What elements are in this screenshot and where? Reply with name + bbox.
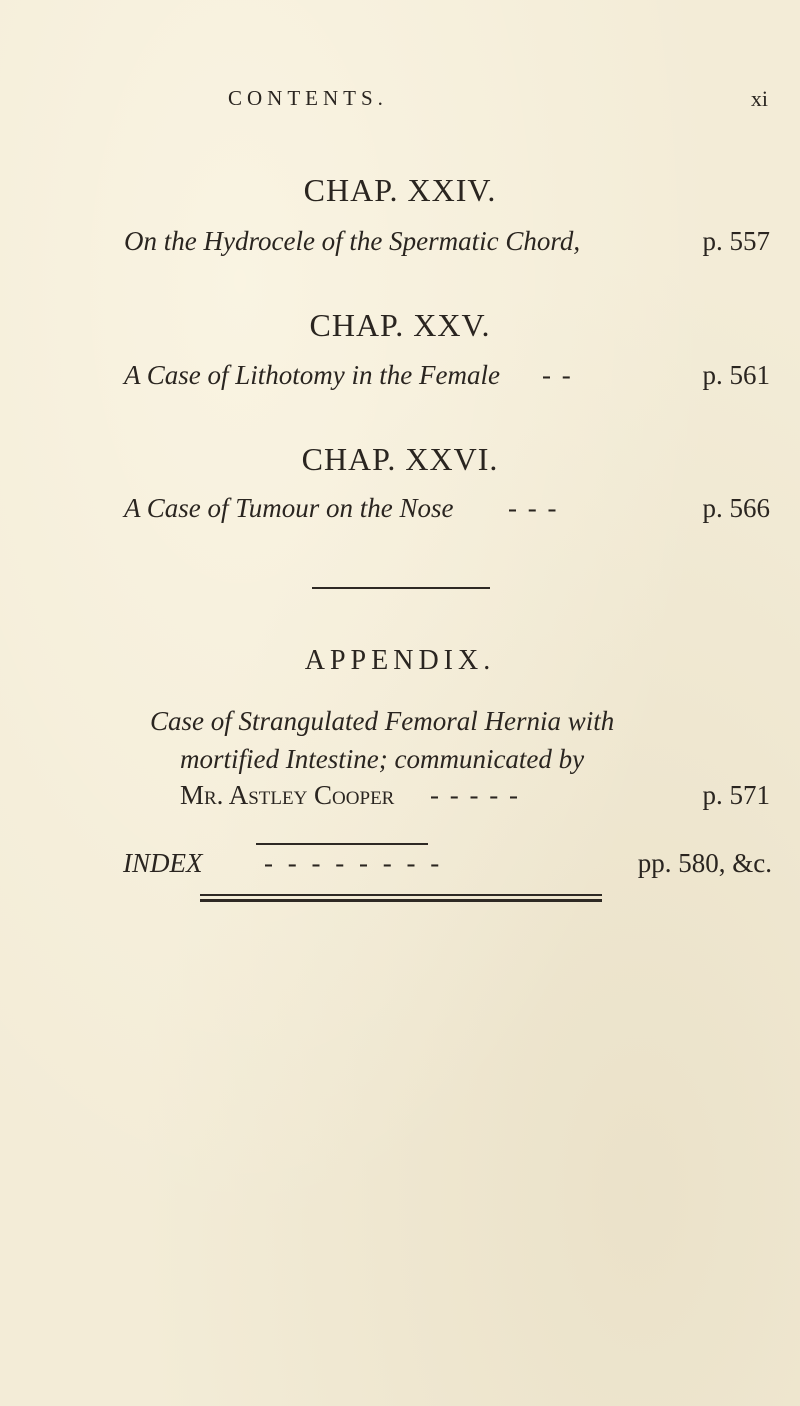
running-head: [228, 86, 768, 114]
chapter-heading-xxvi: CHAP. XXVI.: [301, 441, 499, 477]
entry-title: A Case of Tumour on the Nose: [124, 493, 454, 523]
toc-entry-chapter-xxv: [0, 360, 800, 400]
entry-page-ref: p. 557: [702, 226, 770, 256]
page-number: xi: [750, 86, 768, 111]
entry-leader-dots: - -: [542, 360, 573, 390]
entry-page-ref: pp. 580, &c.: [637, 848, 772, 878]
section-divider: [256, 843, 428, 845]
entry-leader-dots: - - - - - - - -: [264, 848, 444, 878]
entry-page-ref: p. 571: [702, 780, 770, 810]
appendix-line-2: mortified Intestine; communicated by: [180, 744, 585, 774]
entry-page-ref: p. 566: [702, 493, 770, 523]
entry-title: A Case of Lithotomy in the Female: [124, 360, 500, 390]
rule-thin: [200, 894, 602, 896]
appendix-line-3: [180, 780, 770, 820]
entry-title: On the Hydrocele of the Spermatic Chord,: [124, 226, 581, 256]
entry-page-ref: p. 561: [702, 360, 770, 390]
toc-entry-chapter-xxiv: [0, 226, 800, 266]
toc-entry-chapter-xxvi: [0, 493, 800, 533]
appendix-heading: APPENDIX.: [304, 645, 496, 676]
entry-leader-dots: - - - - -: [430, 780, 520, 810]
toc-entry-index: [0, 848, 800, 888]
index-title: INDEX: [123, 848, 203, 878]
appendix-line-1: Case of Strangulated Femoral Hernia with: [150, 706, 615, 736]
section-divider: [312, 587, 490, 589]
chapter-heading-xxv: CHAP. XXV.: [309, 307, 491, 343]
author-name: Mr. Astley Cooper: [180, 780, 395, 810]
running-title: CONTENTS.: [228, 86, 388, 110]
rule-thick: [200, 899, 602, 902]
chapter-heading-xxiv: CHAP. XXIV.: [303, 172, 497, 208]
closing-double-rule: [200, 894, 602, 902]
entry-leader-dots: - - -: [508, 493, 559, 523]
